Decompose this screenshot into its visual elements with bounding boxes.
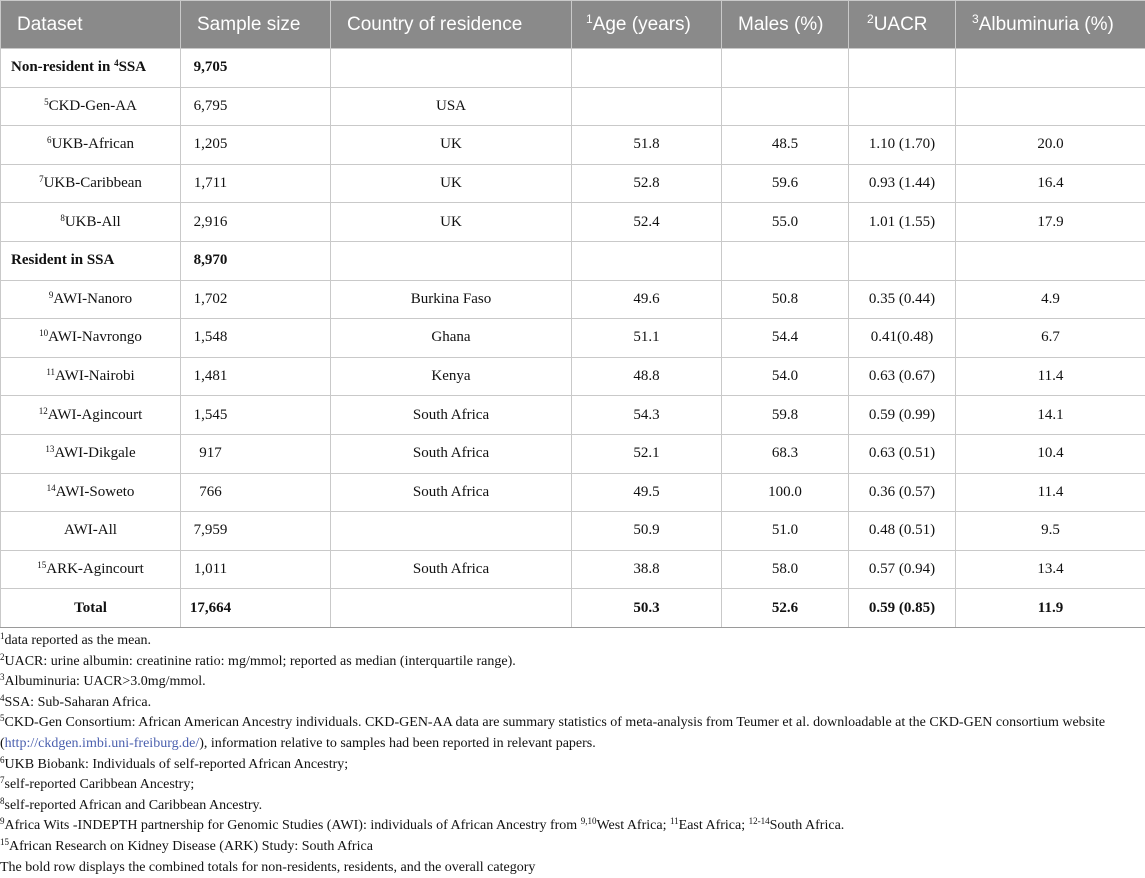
cell-sample-size: 2,916 — [181, 203, 331, 242]
table-row — [1, 434, 1145, 473]
footnote-7: $^7$self-reported Caribbean Ancestry; — [0, 775, 195, 793]
cell-age: 52.4 — [572, 203, 722, 242]
cell-uacr: 0.63 (0.51) — [849, 434, 956, 473]
cell-uacr: 0.93 (1.44) — [849, 164, 956, 203]
cell-dataset: $^{13}$AWI-Dikgale — [1, 434, 181, 473]
cell-albuminuria: 11.9 — [956, 589, 1145, 628]
cell-sample-size: 766 — [181, 473, 331, 512]
cell-dataset: $^8$UKB-All — [1, 203, 181, 242]
cell-country: UK — [331, 203, 572, 242]
table-row — [1, 87, 1145, 126]
header-country: Country of residence — [331, 1, 572, 49]
cell-dataset: $^7$UKB-Caribbean — [1, 164, 181, 203]
cell-males — [722, 87, 849, 126]
footnote-9: $^9$Africa Wits -INDEPTH partnership for Genomic Studies (AWI): individuals of African Ancestry from $^{9,10}$West Africa; $^{11}$East Africa; $^{12-14}$South Africa. — [0, 816, 845, 834]
cell-country: Kenya — [331, 357, 572, 396]
cell-uacr: 1.01 (1.55) — [849, 203, 956, 242]
footnote-1: $^1$data reported as the mean. — [0, 631, 152, 648]
cell-albuminuria: 11.4 — [956, 473, 1145, 512]
cell-sample-size: 1,548 — [181, 319, 331, 358]
cell-males: 100.0 — [722, 473, 849, 512]
cell-country: South Africa — [331, 550, 572, 589]
table-row — [1, 550, 1145, 589]
table-row — [1, 203, 1145, 242]
cell-age: 49.6 — [572, 280, 722, 319]
header-uacr: $^2$UACR — [849, 1, 956, 49]
cell-sample-size: 917 — [181, 434, 331, 473]
header-sample-size: Sample size — [181, 1, 331, 49]
cell-males: 48.5 — [722, 126, 849, 165]
cell-uacr: 0.59 (0.99) — [849, 396, 956, 435]
cell-country: USA — [331, 87, 572, 126]
group-row — [1, 241, 1145, 280]
footnote-6: $^6$UKB Biobank: Individuals of self-reported African Ancestry; — [0, 754, 349, 772]
table-row — [1, 473, 1145, 512]
header-dataset: Dataset — [1, 1, 181, 49]
cell-dataset: $^{12}$AWI-Agincourt — [1, 396, 181, 435]
cell-country — [331, 589, 572, 628]
cell-country: South Africa — [331, 396, 572, 435]
cell-dataset: AWI-All — [1, 512, 181, 551]
cell-males: 55.0 — [722, 203, 849, 242]
cell-country — [331, 512, 572, 551]
footnote-5: $^5$CKD-Gen Consortium: African American Ancestry individuals. CKD-GEN-AA data are summary statistics of meta-analysis from Teumer et al. downloadable at the CKD-GEN consortium website (http://ckdgen.imbi.uni-freiburg.de/), information relative to samples had been reported in relevant papers. — [0, 713, 1106, 751]
footnote-3: $^3$Albuminuria: UACR>3.0mg/mmol. — [0, 672, 206, 690]
footnote-4: $^4$SSA: Sub-Saharan Africa. — [0, 692, 152, 710]
cell-uacr: 0.48 (0.51) — [849, 512, 956, 551]
table-row — [1, 319, 1145, 358]
cell-country: UK — [331, 126, 572, 165]
cell-uacr: 0.35 (0.44) — [849, 280, 956, 319]
cell-uacr: 0.63 (0.67) — [849, 357, 956, 396]
cell-dataset: $^{11}$AWI-Nairobi — [1, 357, 181, 396]
cell-country: UK — [331, 164, 572, 203]
cell-age — [572, 87, 722, 126]
cell-age: 52.8 — [572, 164, 722, 203]
cell-country: South Africa — [331, 473, 572, 512]
cell-dataset: $^6$UKB-African — [1, 126, 181, 165]
cell-age: 50.3 — [572, 589, 722, 628]
cell-country: Ghana — [331, 319, 572, 358]
cell-males: 58.0 — [722, 550, 849, 589]
cell-sample-size: 6,795 — [181, 87, 331, 126]
total-row — [1, 589, 1145, 628]
table-row — [1, 280, 1145, 319]
cell-albuminuria: 14.1 — [956, 396, 1145, 435]
cell-age: 54.3 — [572, 396, 722, 435]
footnote-bold-row: The bold row displays the combined totals for non-residents, residents, and the overall category — [0, 859, 536, 875]
cell-dataset: Total — [1, 589, 181, 628]
cell-dataset: Non-resident in $^4$SSA — [1, 49, 181, 88]
cell-uacr: 0.41(0.48) — [849, 319, 956, 358]
table-row — [1, 126, 1145, 165]
cell-sample-size: 7,959 — [181, 512, 331, 551]
header-row — [1, 1, 1145, 49]
cell-age: 51.8 — [572, 126, 722, 165]
cell-males: 59.8 — [722, 396, 849, 435]
cell-males: 51.0 — [722, 512, 849, 551]
ckdgen-link[interactable]: http://ckdgen.imbi.uni-freiburg.de/ — [4, 735, 200, 751]
cell-males: 68.3 — [722, 434, 849, 473]
cell-dataset: $^{10}$AWI-Navrongo — [1, 319, 181, 358]
cell-sample-size: 1,711 — [181, 164, 331, 203]
cell-uacr: 0.57 (0.94) — [849, 550, 956, 589]
cell-sample-size: 1,545 — [181, 396, 331, 435]
footnote-15: $^{15}$African Research on Kidney Disease (ARK) Study: South Africa — [0, 836, 373, 854]
cell-dataset: $^{14}$AWI-Soweto — [1, 473, 181, 512]
cell-males: 54.4 — [722, 319, 849, 358]
cell-dataset: Resident in SSA — [1, 241, 181, 280]
cell-sample-size: 1,702 — [181, 280, 331, 319]
cell-dataset: $^{15}$ARK-Agincourt — [1, 550, 181, 589]
cell-males: 54.0 — [722, 357, 849, 396]
cell-albuminuria: 4.9 — [956, 280, 1145, 319]
header-albuminuria: $^3$Albuminuria (%) — [956, 1, 1145, 49]
cell-males: 52.6 — [722, 589, 849, 628]
cell-age: 50.9 — [572, 512, 722, 551]
header-age: $^1$Age (years) — [572, 1, 722, 49]
cell-sample-size: 1,481 — [181, 357, 331, 396]
cell-males: 59.6 — [722, 164, 849, 203]
cell-uacr: 0.36 (0.57) — [849, 473, 956, 512]
cell-uacr — [849, 87, 956, 126]
cell-albuminuria: 10.4 — [956, 434, 1145, 473]
cell-albuminuria: 13.4 — [956, 550, 1145, 589]
cell-dataset: $^9$AWI-Nanoro — [1, 280, 181, 319]
cell-age: 52.1 — [572, 434, 722, 473]
cell-sample-size: 17,664 — [181, 589, 331, 628]
cell-age: 51.1 — [572, 319, 722, 358]
table-row — [1, 357, 1145, 396]
table-row — [1, 512, 1145, 551]
cell-age: 48.8 — [572, 357, 722, 396]
footnotes — [0, 631, 1145, 878]
cell-males: 50.8 — [722, 280, 849, 319]
table-row — [1, 164, 1145, 203]
cell-dataset: $^5$CKD-Gen-AA — [1, 87, 181, 126]
cell-age: 49.5 — [572, 473, 722, 512]
cell-sample-size: 9,705 — [181, 49, 331, 88]
group-row — [1, 49, 1145, 88]
cell-sample-size: 1,011 — [181, 550, 331, 589]
footnote-2: $^2$UACR: urine albumin: creatinine ratio: mg/mmol; reported as median (interquartile range). — [0, 651, 516, 669]
cell-sample-size: 1,205 — [181, 126, 331, 165]
cell-country: South Africa — [331, 434, 572, 473]
cell-albuminuria: 20.0 — [956, 126, 1145, 165]
header-males: Males (%) — [722, 1, 849, 49]
footnote-8: $^8$self-reported African and Caribbean Ancestry. — [0, 795, 263, 813]
cell-albuminuria: 16.4 — [956, 164, 1145, 203]
cell-age: 38.8 — [572, 550, 722, 589]
cell-albuminuria: 17.9 — [956, 203, 1145, 242]
cell-country: Burkina Faso — [331, 280, 572, 319]
cell-sample-size: 8,970 — [181, 241, 331, 280]
cell-uacr: 0.59 (0.85) — [849, 589, 956, 628]
cell-albuminuria: 11.4 — [956, 357, 1145, 396]
table-row — [1, 396, 1145, 435]
cell-albuminuria: 9.5 — [956, 512, 1145, 551]
cell-albuminuria — [956, 87, 1145, 126]
cell-albuminuria: 6.7 — [956, 319, 1145, 358]
cell-uacr: 1.10 (1.70) — [849, 126, 956, 165]
